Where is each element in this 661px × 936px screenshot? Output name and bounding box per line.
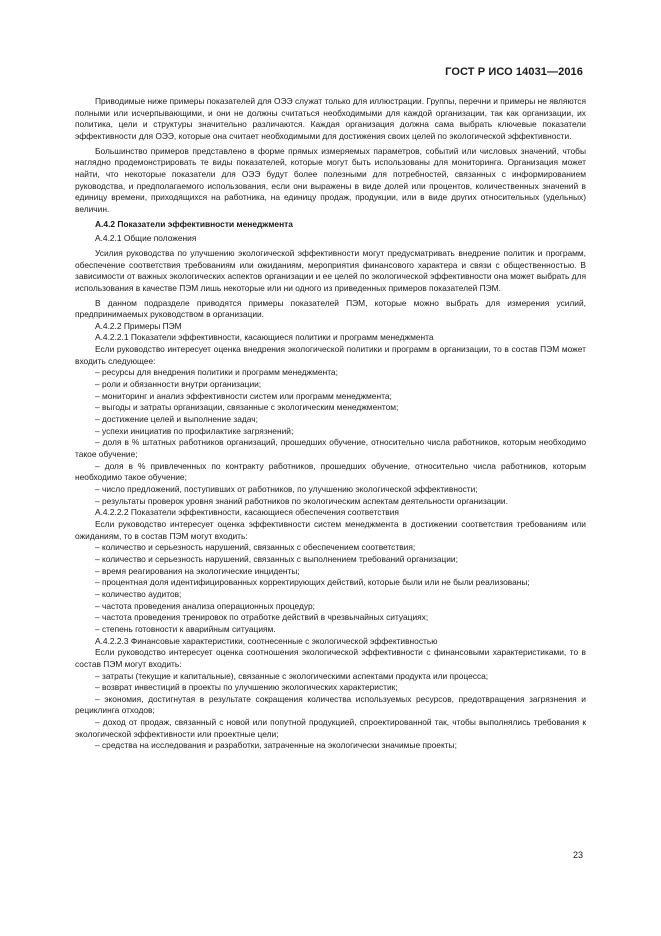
- list-item: – доля в % привлеченных по контракту работников, прошедших обучение, относительно числа работников, которым необходимо такое обучение;: [75, 460, 586, 483]
- paragraph: Если руководство интересует оценка внедрения экологической политики и программ в организации, то в состав ПЭМ может входить следующее:: [75, 344, 586, 366]
- list-item: – количество аудитов;: [95, 588, 182, 599]
- list-item: – возврат инвестиций в проекты по улучшению экологических характеристик;: [95, 682, 398, 693]
- list-item: – успехи инициатив по профилактике загрязнений;: [95, 425, 294, 436]
- list-item: – мониторинг и анализ эффективности систем или программ менеджмента;: [95, 390, 392, 401]
- list-item: – средства на исследования и разработки, затраченные на экологически значимые проекты;: [95, 740, 457, 751]
- list-item: – доля в % штатных работников организаций, прошедших обучение, относительно числа работников, которым необходимо такое обучение;: [75, 437, 586, 460]
- list-item: – затраты (текущие и капитальные), связанные с экологическими аспектами продукта или процесса;: [95, 670, 489, 681]
- list-item: – количество и серьезность нарушений, связанных с обеспечением соответствия;: [95, 542, 416, 553]
- list-item: – число предложений, поступивших от работников, по улучшению экологической эффективности;: [95, 484, 478, 494]
- list-policy: [75, 367, 586, 507]
- subsection-heading: А.4.2.2.1 Показатели эффективности, касающиеся политики и программ менеджмента: [95, 332, 434, 343]
- list-financial: [75, 671, 586, 753]
- paragraph: В данном подразделе приводятся примеры показателей ПЭМ, которые можно выбрать для измерения усилий, предпринимаемых руководством в организации.: [75, 297, 586, 320]
- paragraph: Большинство примеров представлено в форме прямых измеряемых параметров, событий или числовых значений, чтобы наглядно продемонстрировать те виды показателей, которые могут быть использованы для мониторинга. Организация может найти, что некоторые показатели для ОЭЭ будут более полезными для потребностей, связанных с информированием руководства, и предполагаемого использования, если они выражены в виде долей или процентов, количественных значений в единицу времени, приходящихся на работника, на единицу продаж, продукции, или в виде других относительных (удельных) величин.: [75, 145, 586, 214]
- list-item: – частота проведения анализа операционных процедур;: [95, 600, 315, 611]
- list-item: – время реагирования на экологические инциденты;: [95, 565, 300, 576]
- paragraph: Если руководство интересует оценка соотношения экологической эффективности с финансовыми характеристиками, то в состав ПЭМ могут входить:: [75, 647, 586, 669]
- section-heading: А.4.2 Показатели эффективности менеджмента: [95, 218, 293, 229]
- paragraph: Приводимые ниже примеры показателей для ОЭЭ служат только для иллюстрации. Группы, перечни и примеры не являются полными или исчерпывающими, и они не должны считаться необходимыми для каждой организации, так как организации, их политика, цели и структуры значительно различаются. Каждая организация должна сама выбрать ключевые показатели эффективности для ОЭЭ, которые она считает необходимыми для достижения своих целей по экологической эффективности.: [75, 96, 586, 141]
- list-item: – процентная доля идентифицированных корректирующих действий, которые были или не были реализованы;: [95, 577, 530, 588]
- paragraph: Если руководство интересует оценка эффективности систем менеджмента в достижении соответствия требованиям или ожиданиям, то в состав ПЭМ могут входить:: [75, 518, 586, 541]
- page-content: [75, 96, 586, 752]
- subsection-heading: А.4.2.2 Примеры ПЭМ: [95, 320, 182, 331]
- list-item: – выгоды и затраты организации, связанные с экологическим менеджментом;: [95, 402, 399, 413]
- list-compliance: [75, 542, 586, 635]
- list-item: – достижение целей и выполнение задач;: [95, 414, 258, 425]
- subsection-heading: А.4.2.2.3 Финансовые характеристики, соотнесенные с экологической эффективностью: [95, 635, 438, 646]
- list-item: – частота проведения тренировок по отработке действий в чрезвычайных ситуациях;: [95, 612, 429, 623]
- page-number: 23: [572, 850, 583, 860]
- list-item: – доход от продаж, связанный с новой или попутной продукцией, спроектированной так, чтобы выполнялись требования к экологической эффективности или проектные цели;: [75, 717, 586, 739]
- list-item: – результаты проверок уровня знаний работников по экологическим аспектам деятельности организации.: [95, 495, 508, 506]
- paragraph: Усилия руководства по улучшению экологической эффективности могут предусматривать внедрение политик и программ, обеспечение соответствия требованиям или ожиданиям, мероприятия финансового характера и связи с общественностью. В зависимости от важных экологических аспектов организации и ее целей по экологической эффективности она может выбрать для использования в качестве ПЭМ лишь некоторые или ни одного из приведенных примеров показателей ПЭМ.: [75, 247, 586, 293]
- standard-header: ГОСТ Р ИСО 14031—2016: [445, 66, 583, 78]
- subsection-heading: А.4.2.2.2 Показатели эффективности, касающиеся обеспечения соответствия: [95, 507, 399, 518]
- list-item: – экономия, достигнутая в результате сокращения количества используемых ресурсов, предотвращения загрязнения и рециклинга отходов;: [75, 693, 586, 716]
- subsection-heading: А.4.2.1 Общие положения: [95, 233, 197, 244]
- list-item: – количество и серьезность нарушений, связанных с выполнением требований организации;: [95, 553, 458, 564]
- list-item: – роли и обязанности внутри организации;: [95, 379, 262, 390]
- list-item: – ресурсы для внедрения политики и программ менеджмента;: [95, 367, 338, 378]
- list-item: – степень готовности к аварийным ситуациям.: [95, 623, 276, 634]
